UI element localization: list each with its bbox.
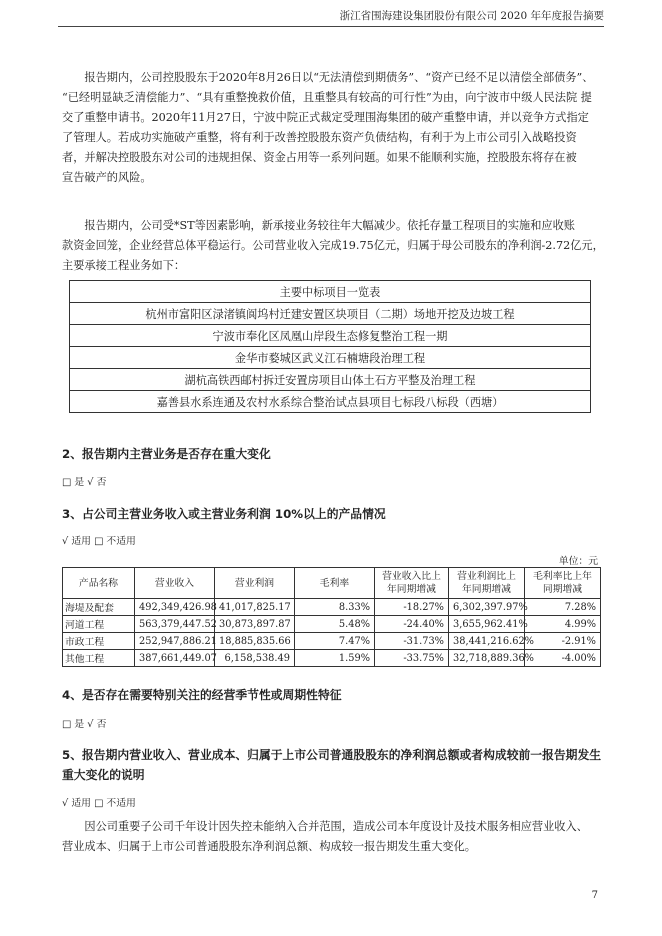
- section-3-title: 3、占公司主营业务收入或主营业务利润 10%以上的产品情况: [62, 507, 386, 521]
- table-cell: 其他工程: [63, 650, 135, 667]
- table-cell: -4.00%: [525, 650, 601, 667]
- text-line: 因公司重要子公司千年设计因失控未能纳入合并范围，造成公司本年度设计及技术服务相应营业收入、: [84, 820, 588, 833]
- text-line: 者，并解决控股股东对公司的违规担保、资金占用等一系列问题。如果不能顺利实施，控股股东将存在被: [62, 151, 577, 164]
- column-header: 营业利润: [215, 568, 295, 599]
- section-4-title: 4、是否存在需要特别关注的经营季节性或周期性特征: [62, 688, 342, 702]
- section-5-answer: √ 适用 □ 不适用: [62, 798, 136, 809]
- table-cell: 6,302,397.97%: [449, 599, 525, 616]
- text-line: 了管理人。若成功实施破产重整，将有利于改善控股股东资产负债结构，有利于为上市公司引入战略投资: [62, 131, 577, 144]
- table-cell: 市政工程: [63, 633, 135, 650]
- unit-label: 单位：元: [558, 556, 598, 567]
- text-line: “已经明显缺乏清偿能力”、“具有重整挽救价值，且重整具有较高的可行性”为由，向宁波市中级人民法院 提: [62, 91, 592, 104]
- table-cell: 8.33%: [295, 599, 375, 616]
- table-cell: 4.99%: [525, 616, 601, 633]
- table-row: [63, 599, 601, 616]
- column-header: 营业收入比上年同期增减: [375, 568, 449, 599]
- table-cell: -31.73%: [375, 633, 449, 650]
- table-cell: 387,661,449.07: [135, 650, 215, 667]
- table-header-row: [63, 568, 601, 599]
- text-line: 交了重整申请书。2020年11月27日，宁波中院正式裁定受理围海集团的破产重整申请，并以竞争方式指定: [62, 111, 589, 124]
- table-cell: 3,655,962.41%: [449, 616, 525, 633]
- text-line: 宣告破产的风险。: [62, 171, 152, 184]
- column-header: 营业利润比上年同期增减: [449, 568, 525, 599]
- table-cell: 563,379,447.52: [135, 616, 215, 633]
- table-cell: 252,947,886.21: [135, 633, 215, 650]
- table-cell: 18,885,835.66: [215, 633, 295, 650]
- table-row: [63, 650, 601, 667]
- table-cell: 32,718,889.36%: [449, 650, 525, 667]
- page-header: 浙江省围海建设集团股份有限公司 2020 年年度报告摘要: [339, 10, 604, 22]
- table-row: [63, 616, 601, 633]
- section-3-answer: √ 适用 □ 不适用: [62, 536, 136, 547]
- table-row: [63, 633, 601, 650]
- page-number: 7: [591, 890, 598, 901]
- text-line: 营业成本、归属于上市公司普通股股东净利润总额、构成较一报告期发生重大变化。: [62, 840, 476, 853]
- column-header: 营业收入: [135, 568, 215, 599]
- project-row: 湖杭高铁西邮村拆迁安置房项目山体土石方平整及治理工程: [70, 369, 591, 391]
- table-cell: 30,873,897.87: [215, 616, 295, 633]
- table-cell: 38,441,216.62%: [449, 633, 525, 650]
- text-line: 报告期内，公司控股股东于2020年8月26日以“无法清偿到期债务”、“资产已经不足以清偿全部债务”、: [84, 71, 594, 84]
- table-cell: -18.27%: [375, 599, 449, 616]
- section-5-title: 5、报告期内营业收入、营业成本、归属于上市公司普通股股东的净利润总额或者构成较前一报告期发生: [62, 748, 602, 762]
- table-cell: 河道工程: [63, 616, 135, 633]
- table-cell: 7.28%: [525, 599, 601, 616]
- table-cell: -2.91%: [525, 633, 601, 650]
- project-row: 杭州市富阳区渌渚镇阆坞村迁建安置区块项目（二期）场地开挖及边坡工程: [70, 303, 591, 325]
- product-table: [62, 567, 601, 667]
- text-line: 主要承接工程业务如下：: [62, 259, 186, 272]
- table-cell: -33.75%: [375, 650, 449, 667]
- paragraph-restructuring: [62, 68, 610, 188]
- section-5-title-cont: 重大变化的说明: [62, 768, 145, 782]
- project-row: 金华市婺城区武义江石楠塘段治理工程: [70, 347, 591, 369]
- text-line: 款资金回笼，企业经营总体平稳运行。公司营业收入完成19.75亿元，归属于母公司股东的净利润-2.72亿元，: [62, 239, 604, 252]
- table-cell: 1.59%: [295, 650, 375, 667]
- table-cell: 海堤及配套: [63, 599, 135, 616]
- table-cell: -24.40%: [375, 616, 449, 633]
- table-cell: 5.48%: [295, 616, 375, 633]
- project-row: 嘉善县水系连通及农村水系综合整治试点县项目七标段八标段（西塘）: [70, 391, 591, 413]
- projects-table: [69, 280, 591, 413]
- header-rule: [58, 26, 604, 27]
- column-header: 毛利率: [295, 568, 375, 599]
- table-cell: 7.47%: [295, 633, 375, 650]
- section-4-answer: □ 是 √ 否: [62, 719, 107, 730]
- column-header: 产品名称: [63, 568, 135, 599]
- table-cell: 6,158,538.49: [215, 650, 295, 667]
- paragraph-business: [62, 216, 610, 276]
- section-2-title: 2、报告期内主营业务是否存在重大变化: [62, 447, 271, 461]
- table-cell: 492,349,426.98: [135, 599, 215, 616]
- projects-table-title: 主要中标项目一览表: [70, 281, 591, 303]
- column-header: 毛利率比上年同期增减: [525, 568, 601, 599]
- project-row: 宁波市奉化区凤凰山岸段生态修复整治工程一期: [70, 325, 591, 347]
- paragraph-section-5: [62, 817, 610, 857]
- table-cell: 41,017,825.17: [215, 599, 295, 616]
- section-2-answer: □ 是 √ 否: [62, 477, 107, 488]
- text-line: 报告期内，公司受*ST等因素影响，新承接业务较往年大幅减少。依托存量工程项目的实施和应收账: [84, 219, 575, 232]
